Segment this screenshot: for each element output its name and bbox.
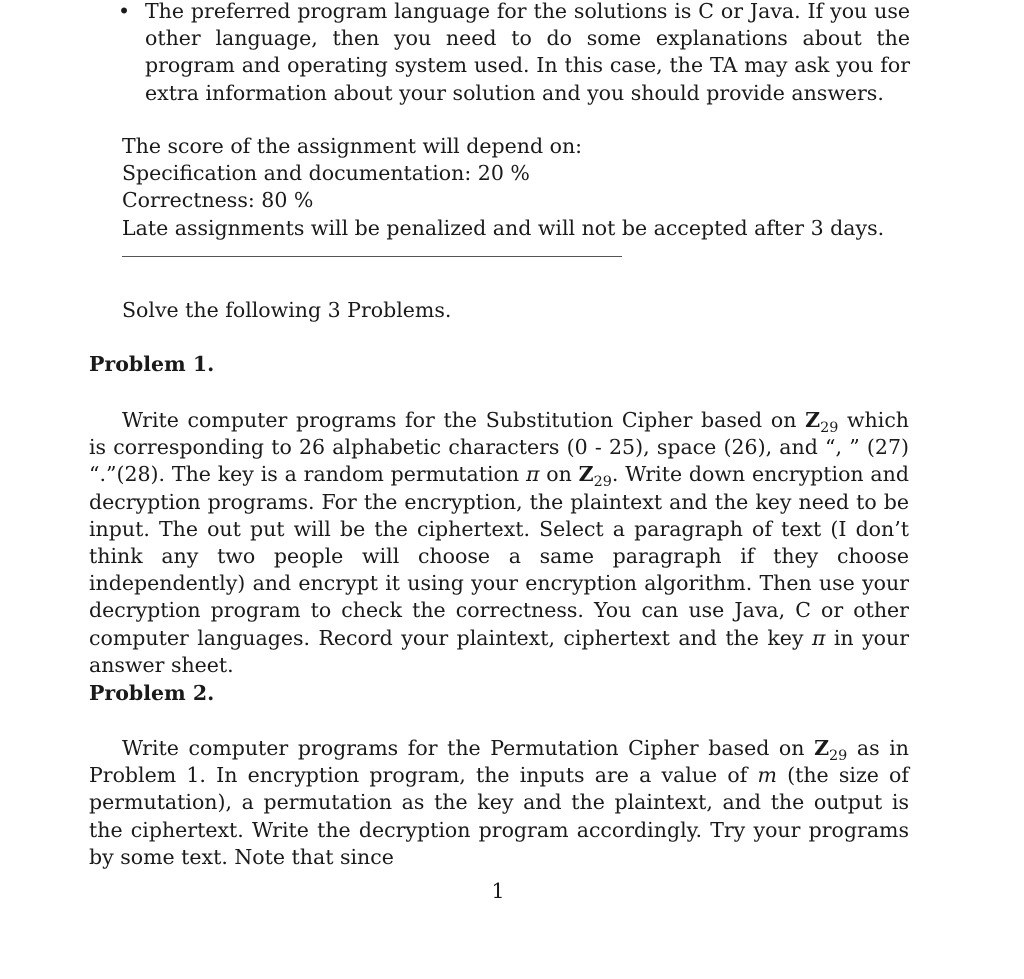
p1-z-symbol-2: Z <box>578 462 594 487</box>
score-intro: The score of the assignment will depend on: <box>122 134 583 158</box>
bullet-item <box>118 0 910 107</box>
p1-z-sub: 29 <box>820 420 839 437</box>
p2-z-symbol: Z <box>814 736 830 760</box>
p2-text-b: as in Problem 1. In encryption program, the inputs are a value of <box>89 736 909 788</box>
p1-text-d: . Write down encryption and decryption programs. For the encryption, the plaintext and the key need to be input. The out put will be the ciphertext. Select a paragraph of text (I don’t think any two people will choose a same paragraph if they choose independently) and encrypt it using your encryption algorithm. Then use your decryption program to check the correctness. You can use Java, C or other computer languages. Record your plaintext, ciphertext and the key <box>89 462 909 650</box>
bullet-text: The preferred program language for the solutions is C or Java. If you use other language, then you need to do some explanations about the program and operating system used. In this case, the TA may ask you for extra information about your solution and you should provide answers. <box>145 0 910 105</box>
score-block <box>122 133 885 242</box>
bullet-mark: • <box>118 0 131 23</box>
p2-z-sub: 29 <box>829 748 848 765</box>
p1-text-e: in your answer sheet. <box>89 625 910 677</box>
p1-pi-symbol-2: π <box>811 625 826 650</box>
problem-1-heading: Problem 1. <box>89 352 215 376</box>
p2-m-symbol: m <box>757 763 777 788</box>
solve-line: Solve the following 3 Problems. <box>122 298 452 322</box>
p1-z-symbol: Z <box>805 408 821 432</box>
score-spec: Specification and documentation: 20 % <box>122 161 530 186</box>
score-correctness: Correctness: 80 % <box>122 188 314 213</box>
problem-2-body <box>89 735 909 871</box>
p1-pi-symbol: π <box>525 462 540 487</box>
p1-text-c: on <box>539 462 579 487</box>
p2-text-c: (the size of permutation), a permutation as the key and the plaintext, and the output is the ciphertext. Write the decryption program accordingly. Try your programs by some text. Note that since <box>89 763 909 869</box>
p1-text-b: which is corresponding to 26 alphabetic characters (0 - 25), space (26), and “, ” (27) “.”(28). The key is a random permutation <box>89 408 910 487</box>
p1-text-a: Write computer programs for the Substitution Cipher based on <box>122 408 806 432</box>
page-number: 1 <box>491 879 505 903</box>
score-late: Late assignments will be penalized and will not be accepted after 3 days. <box>122 215 885 240</box>
p2-text-a: Write computer programs for the Permutation Cipher based on <box>122 736 815 760</box>
problem-2-heading: Problem 2. <box>89 681 215 705</box>
p1-z-sub-2: 29 <box>593 474 612 491</box>
horizontal-rule <box>122 256 622 257</box>
problem-1-body <box>89 407 909 679</box>
